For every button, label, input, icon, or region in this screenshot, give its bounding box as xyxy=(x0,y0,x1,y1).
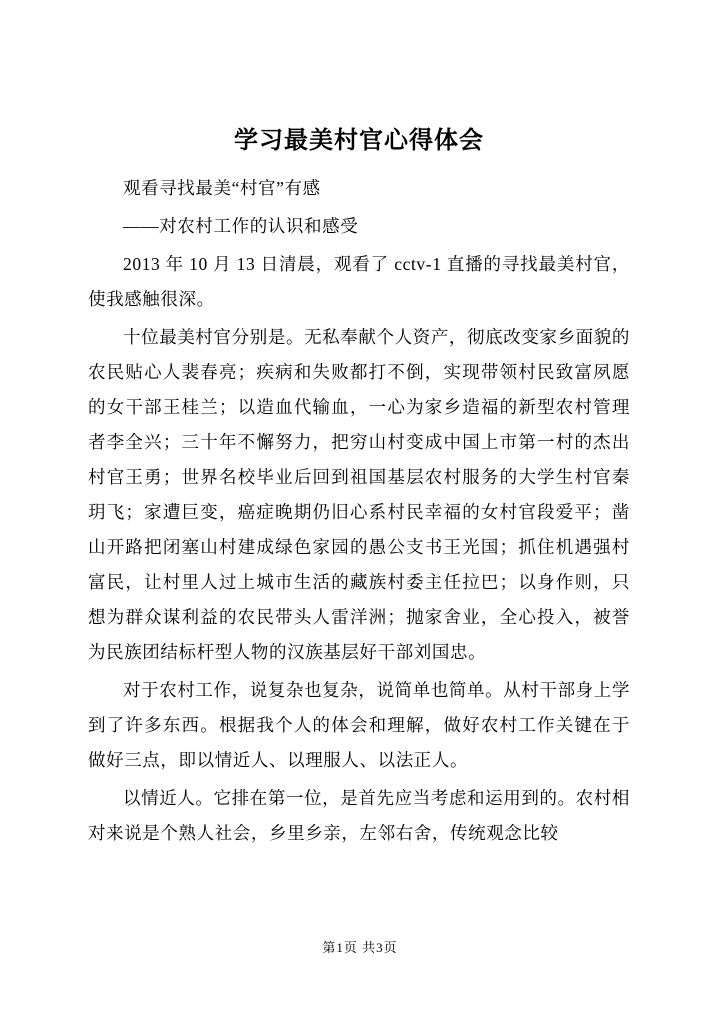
page-number-footer: 第1页 共3页 xyxy=(322,940,398,955)
paragraph-closeness: 以情近人。它排在第一位，是首先应当考虑和运用到的。农村相对来说是个熟人社会，乡里乡亲，左邻右舍，传统观念比较 xyxy=(88,788,630,843)
paragraph-reflection: 对于农村工作，说复杂也复杂，说简单也简单。从村干部身上学到了许多东西。根据我个人的体会和理解，做好农村工作关键在于做好三点，即以情近人、以理服人、以法正人。 xyxy=(88,680,630,770)
paragraph-list-of-officials: 十位最美村官分别是。无私奉献个人资产，彻底改变家乡面貌的农民贴心人裴春亮；疾病和失败都打不倒，实现带领村民致富夙愿的女干部王桂兰；以造血代输血，一心为家乡造福的新型农村管理者李全兴；三十年不懈努力，把穷山村变成中国上市第一村的杰出村官王勇；世界名校毕业后回到祖国基层农村服务的大学生村官秦玥飞；家遭巨变，癌症晚期仍旧心系村民幸福的女村官段爱平；凿山开路把闭塞山村建成绿色家园的愚公支书王光国；抓住机遇强村富民，让村里人过上城市生活的藏族村委主任拉巴；以身作则，只想为群众谋利益的农民带头人雷洋洲；抛家舍业，全心投入，被誉为民族团结标杆型人物的汉族基层好干部刘国忠。 xyxy=(88,327,630,662)
document-body xyxy=(88,171,630,851)
paragraph-subtitle: 观看寻找最美“村官”有感 xyxy=(123,178,321,198)
paragraph-subtitle-2: ——对农村工作的认识和感受 xyxy=(123,216,359,236)
paragraph-intro: 2013 年 10 月 13 日清晨，观看了 cctv-1 直播的寻找最美村官，使我感触很深。 xyxy=(88,254,630,309)
document-title: 学习最美村官心得体会 xyxy=(234,128,484,154)
